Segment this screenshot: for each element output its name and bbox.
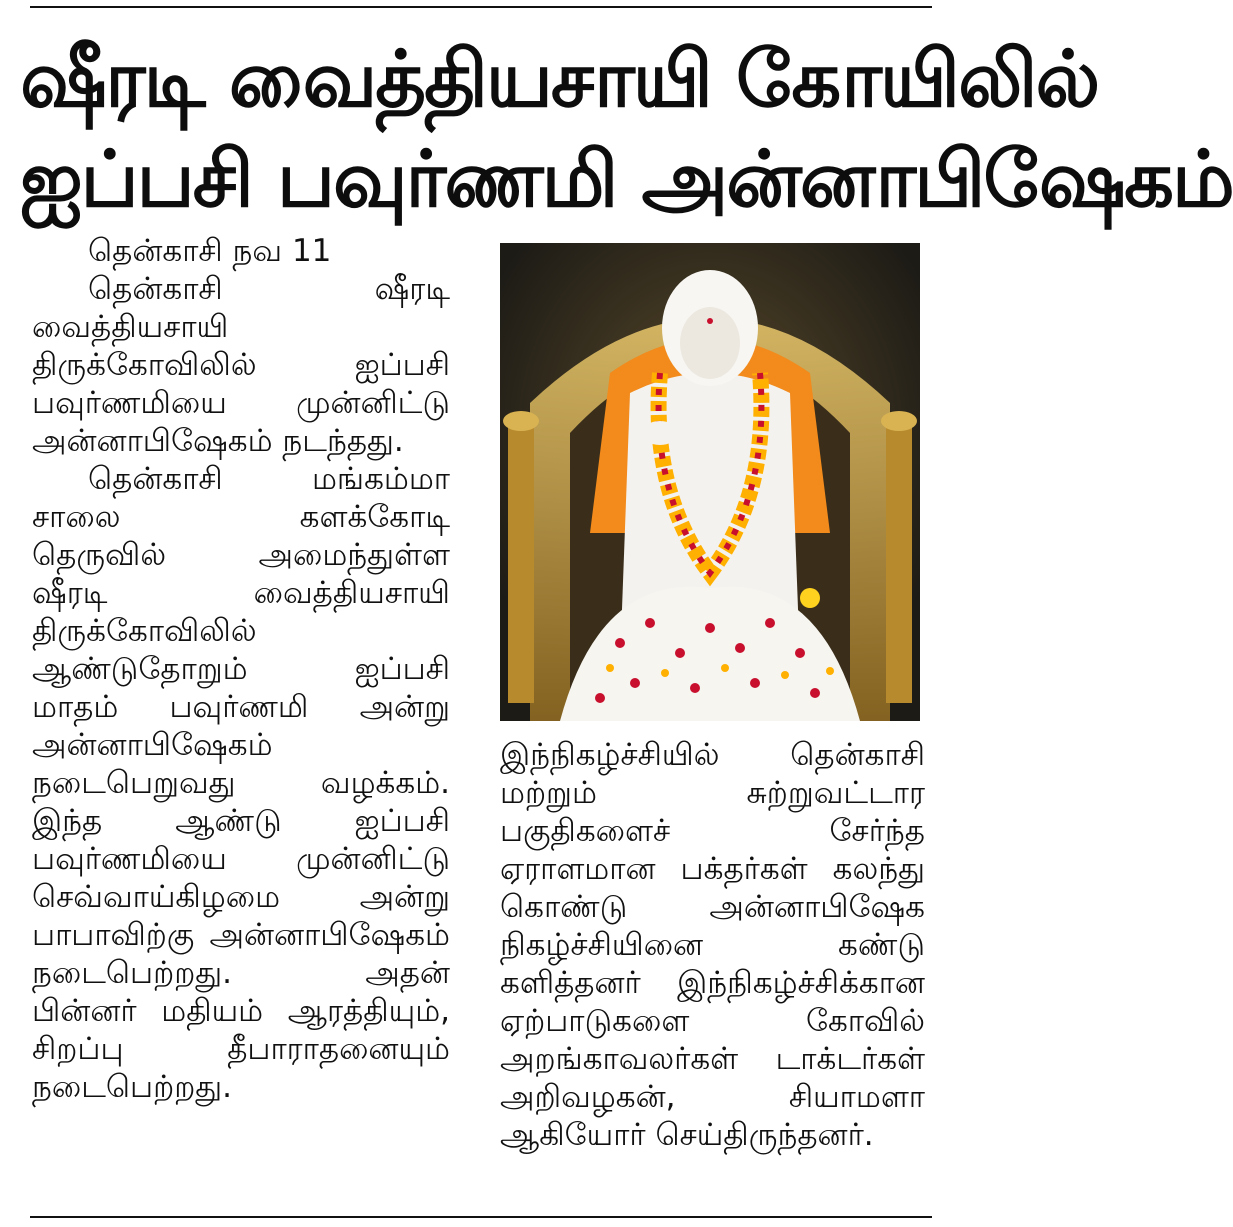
body-line: தெருவில் அமைந்துள்ள: [32, 537, 450, 573]
body-line: இந்நிகழ்ச்சியில் தென்காசி: [500, 737, 925, 773]
body-line: பின்னர் மதியம் ஆரத்தியும்,: [32, 993, 450, 1029]
body-line: வைத்தியசாயி: [32, 309, 229, 345]
headline-line-1: ஷீரடி வைத்தியசாயி கோயிலில்: [20, 35, 1099, 125]
body-line: பவுர்ணமியை முன்னிட்டு: [32, 385, 450, 421]
top-rule: [30, 6, 932, 8]
body-line: சாலை களக்கோடி: [32, 499, 450, 535]
sai-baba-idol-image: [500, 243, 920, 721]
body-line: மற்றும் சுற்றுவட்டார: [500, 775, 925, 811]
article-right-column: [500, 736, 925, 1154]
body-line: செவ்வாய்கிழமை அன்று: [32, 879, 450, 915]
body-line: பகுதிகளைச் சேர்ந்த: [500, 813, 925, 849]
body-line: பாபாவிற்கு அன்னாபிஷேகம்: [32, 917, 450, 953]
body-line: தென்காசி ஷீரடி: [88, 271, 450, 307]
article-left-column: [32, 232, 450, 1106]
body-line: அன்னாபிஷேகம்: [32, 727, 273, 763]
body-line: களித்தனர் இந்நிகழ்ச்சிக்கான: [500, 965, 925, 1001]
body-line: தென்காசி மங்கம்மா: [88, 461, 450, 497]
body-line: கொண்டு அன்னாபிஷேக: [500, 889, 925, 925]
headline: [20, 30, 1233, 230]
body-line: ஏற்பாடுகளை கோவில்: [500, 1003, 925, 1039]
body-line: திருக்கோவிலில்: [32, 613, 257, 649]
body-line: அறங்காவலர்கள் டாக்டர்கள்: [500, 1041, 925, 1077]
body-line: சிறப்பு தீபாராதனையும்: [32, 1031, 450, 1067]
body-line: அன்னாபிஷேகம் நடந்தது.: [32, 423, 404, 459]
body-line: இந்த ஆண்டு ஐப்பசி: [32, 803, 450, 839]
dateline: தென்காசி நவ 11: [88, 233, 332, 269]
idol-photo: [500, 243, 920, 721]
body-line: நிகழ்ச்சியினை கண்டு: [500, 927, 925, 963]
body-line: ஏராளமான பக்தர்கள் கலந்து: [500, 851, 925, 887]
body-line: நடைபெறுவது வழக்கம்.: [32, 765, 450, 801]
body-line: மாதம் பவுர்ணமி அன்று: [32, 689, 450, 725]
body-line: ஆகியோர் செய்திருந்தனர்.: [500, 1117, 874, 1153]
body-line: நடைபெற்றது.: [32, 1069, 233, 1105]
body-line: ஆண்டுதோறும் ஐப்பசி: [32, 651, 450, 687]
body-line: திருக்கோவிலில் ஐப்பசி: [32, 347, 450, 383]
body-line: அறிவழகன், சியாமளா: [500, 1079, 925, 1115]
headline-line-2: ஐப்பசி பவுர்ணமி அன்னாபிஷேகம்: [20, 135, 1233, 225]
body-line: நடைபெற்றது. அதன்: [32, 955, 450, 991]
body-line: ஷீரடி வைத்தியசாயி: [32, 575, 450, 611]
body-line: பவுர்ணமியை முன்னிட்டு: [32, 841, 450, 877]
bottom-rule: [30, 1216, 932, 1218]
